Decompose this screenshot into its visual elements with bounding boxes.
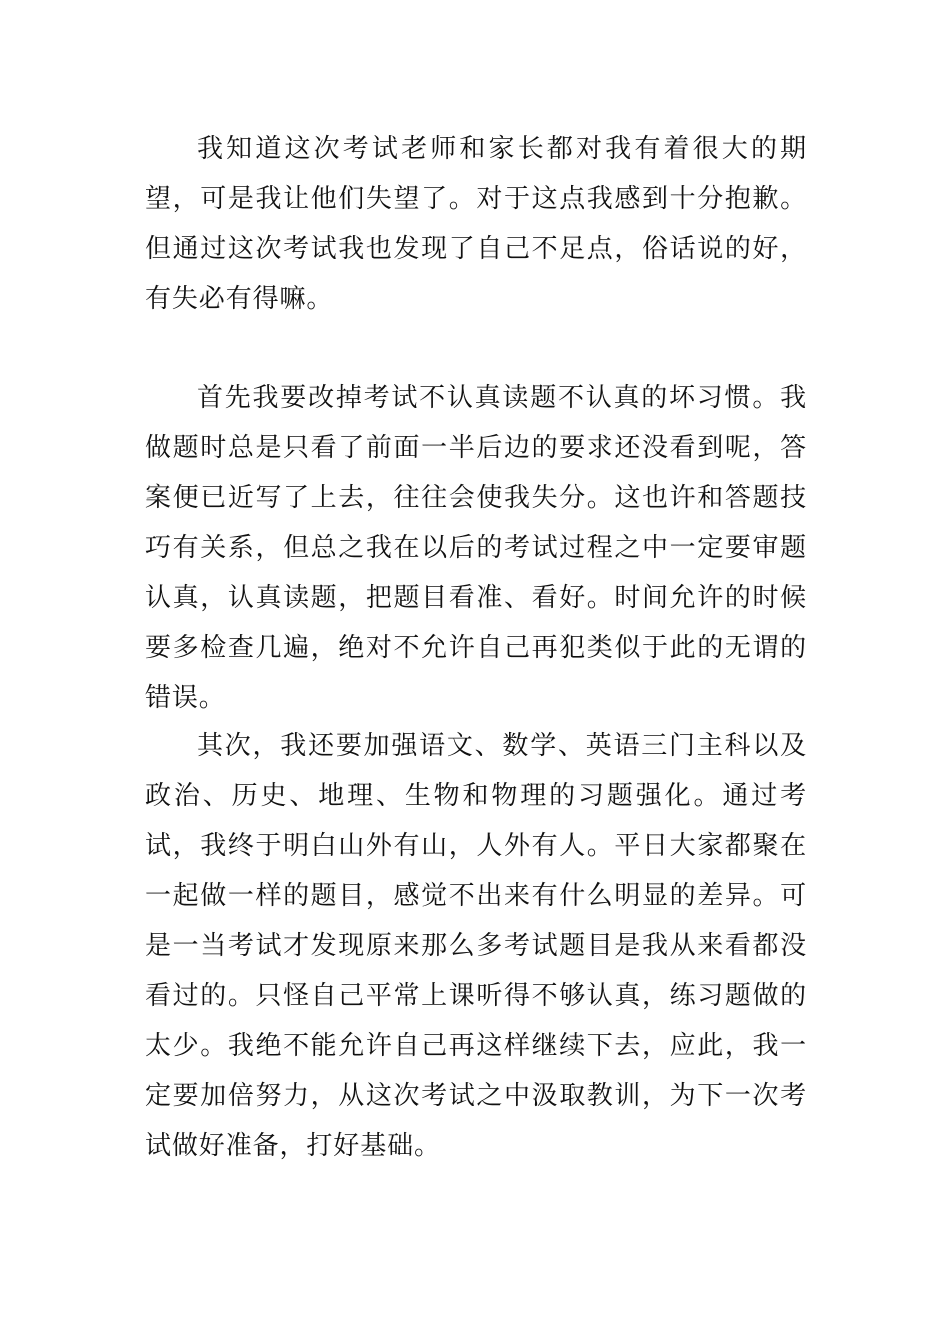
paragraph-1: 我知道这次考试老师和家长都对我有着很大的期望，可是我让他们失望了。对于这点我感到十分抱歉。但通过这次考试我也发现了自己不足点，俗话说的好，有失必有得嘛。	[145, 134, 807, 314]
paragraph-3: 其次，我还要加强语文、数学、英语三门主科以及政治、历史、地理、生物和物理的习题强化。通过考试，我终于明白山外有山，人外有人。平日大家都聚在一起做一样的题目，感觉不出来有什么明显的差异。可是一当考试才发现原来那么多考试题目是我从来看都没看过的。只怪自己平常上课听得不够认真，练习题做的太少。我绝不能允许自己再这样继续下去，应此，我一定要加倍努力，从这次考试之中汲取教训，为下一次考试做好准备，打好基础。	[145, 731, 807, 1161]
paragraph-2: 首先我要改掉考试不认真读题不认真的坏习惯。我做题时总是只看了前面一半后边的要求还没看到呢，答案便已近写了上去，往往会使我失分。这也许和答题技巧有关系，但总之我在以后的考试过程之中一定要审题认真，认真读题，把题目看准、看好。时间允许的时候要多检查几遍，绝对不允许自己再犯类似于此的无谓的错误。	[145, 383, 807, 713]
